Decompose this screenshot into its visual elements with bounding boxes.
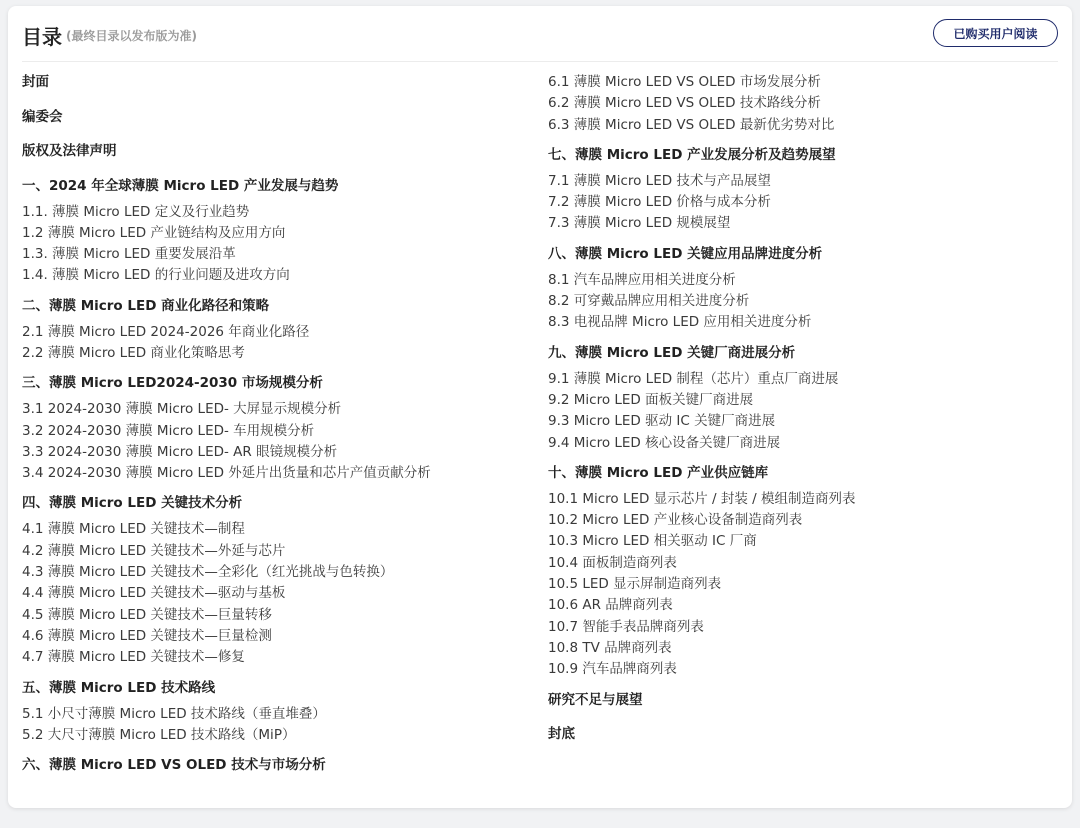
toc-subtitle: (最终目录以发布版为准) (66, 29, 197, 43)
toc-item[interactable]: 3.4 2024-2030 薄膜 Micro LED 外延片出货量和芯片产值贡献分析 (22, 465, 431, 482)
toc-item[interactable]: 10.9 汽车品牌商列表 (548, 661, 677, 678)
toc-section-title[interactable]: 十、薄膜 Micro LED 产业供应链库 (548, 464, 769, 481)
toc-item[interactable]: 4.7 薄膜 Micro LED 关键技术—修复 (22, 649, 245, 666)
toc-item[interactable]: 3.2 2024-2030 薄膜 Micro LED- 车用规模分析 (22, 422, 315, 439)
purchased-read-button[interactable]: 已购买用户阅读 (933, 19, 1058, 47)
toc-item[interactable]: 6.3 薄膜 Micro LED VS OLED 最新优劣势对比 (548, 116, 835, 133)
toc-left-column (22, 72, 522, 775)
toc-item[interactable]: 10.8 TV 品牌商列表 (548, 639, 672, 656)
toc-card (8, 6, 1072, 808)
toc-section-title[interactable]: 版权及法律声明 (22, 143, 117, 159)
toc-item[interactable]: 10.4 面板制造商列表 (548, 554, 677, 571)
toc-section-title[interactable]: 八、薄膜 Micro LED 关键应用品牌进度分析 (548, 245, 823, 262)
toc-item[interactable]: 6.2 薄膜 Micro LED VS OLED 技术路线分析 (548, 95, 821, 112)
toc-section-title[interactable]: 编委会 (22, 108, 63, 125)
toc-item[interactable]: 9.3 Micro LED 驱动 IC 关键厂商进展 (548, 413, 776, 430)
toc-section-title[interactable]: 一、2024 年全球薄膜 Micro LED 产业发展与趋势 (22, 177, 339, 194)
toc-item[interactable]: 4.3 薄膜 Micro LED 关键技术—全彩化（红光挑战与色转换） (22, 564, 394, 581)
toc-item[interactable]: 10.3 Micro LED 相关驱动 IC 厂商 (548, 533, 757, 550)
toc-item[interactable]: 2.1 薄膜 Micro LED 2024-2026 年商业化路径 (22, 323, 310, 340)
toc-item[interactable]: 10.2 Micro LED 产业核心设备制造商列表 (548, 512, 803, 529)
toc-section-title[interactable]: 六、薄膜 Micro LED VS OLED 技术与市场分析 (22, 757, 326, 774)
toc-item[interactable]: 7.2 薄膜 Micro LED 价格与成本分析 (548, 194, 771, 211)
toc-item[interactable]: 10.1 Micro LED 显示芯片 / 封装 / 模组制造商列表 (548, 490, 856, 507)
toc-item[interactable]: 5.2 大尺寸薄膜 Micro LED 技术路线（MiP） (22, 726, 296, 743)
toc-item[interactable]: 4.2 薄膜 Micro LED 关键技术—外延与芯片 (22, 542, 286, 559)
toc-item[interactable]: 7.3 薄膜 Micro LED 规模展望 (548, 215, 731, 232)
toc-item[interactable]: 9.1 薄膜 Micro LED 制程（芯片）重点厂商进展 (548, 370, 839, 387)
toc-section-title[interactable]: 研究不足与展望 (548, 691, 643, 708)
toc-section-title[interactable]: 二、薄膜 Micro LED 商业化路径和策略 (22, 297, 270, 314)
toc-item[interactable]: 1.3. 薄膜 Micro LED 重要发展沿革 (22, 246, 236, 263)
toc-section-title[interactable]: 三、薄膜 Micro LED2024-2030 市场规模分析 (22, 375, 323, 392)
toc-item[interactable]: 7.1 薄膜 Micro LED 技术与产品展望 (548, 172, 771, 189)
toc-item[interactable]: 1.4. 薄膜 Micro LED 的行业问题及进攻方向 (22, 267, 290, 284)
toc-item[interactable]: 10.5 LED 显示屏制造商列表 (548, 576, 722, 593)
toc-item[interactable]: 4.1 薄膜 Micro LED 关键技术—制程 (22, 521, 245, 538)
toc-item[interactable]: 8.3 电视品牌 Micro LED 应用相关进度分析 (548, 314, 812, 331)
toc-item[interactable]: 8.2 可穿戴品牌应用相关进度分析 (548, 293, 750, 310)
toc-header (22, 20, 1058, 62)
toc-item[interactable]: 9.2 Micro LED 面板关键厂商进展 (548, 391, 754, 408)
toc-item[interactable]: 8.1 汽车品牌应用相关进度分析 (548, 271, 736, 288)
toc-section-title[interactable]: 封底 (548, 726, 575, 743)
toc-item[interactable]: 2.2 薄膜 Micro LED 商业化策略思考 (22, 344, 245, 361)
toc-item[interactable]: 9.4 Micro LED 核心设备关键厂商进展 (548, 434, 781, 451)
toc-item[interactable]: 5.1 小尺寸薄膜 Micro LED 技术路线（垂直堆叠） (22, 705, 326, 722)
toc-item[interactable]: 4.4 薄膜 Micro LED 关键技术—驱动与基板 (22, 585, 286, 602)
toc-item[interactable]: 3.3 2024-2030 薄膜 Micro LED- AR 眼镜规模分析 (22, 443, 338, 460)
toc-right-column (548, 72, 1058, 744)
toc-item[interactable]: 6.1 薄膜 Micro LED VS OLED 市场发展分析 (548, 74, 821, 90)
toc-item[interactable]: 4.6 薄膜 Micro LED 关键技术—巨量检测 (22, 627, 272, 644)
toc-section-title[interactable]: 封面 (22, 74, 49, 90)
toc-section-title[interactable]: 九、薄膜 Micro LED 关键厂商进展分析 (548, 344, 796, 361)
toc-section-title[interactable]: 七、薄膜 Micro LED 产业发展分析及趋势展望 (548, 146, 836, 163)
toc-item[interactable]: 10.7 智能手表品牌商列表 (548, 618, 704, 635)
toc-item[interactable]: 1.2 薄膜 Micro LED 产业链结构及应用方向 (22, 224, 286, 241)
toc-section-title[interactable]: 四、薄膜 Micro LED 关键技术分析 (22, 495, 243, 512)
toc-title: 目录 (22, 25, 62, 49)
toc-item[interactable]: 3.1 2024-2030 薄膜 Micro LED- 大屏显示规模分析 (22, 401, 342, 418)
toc-item[interactable]: 4.5 薄膜 Micro LED 关键技术—巨量转移 (22, 606, 272, 623)
toc-item[interactable]: 1.1. 薄膜 Micro LED 定义及行业趋势 (22, 203, 250, 220)
toc-section-title[interactable]: 五、薄膜 Micro LED 技术路线 (22, 679, 216, 696)
toc-item[interactable]: 10.6 AR 品牌商列表 (548, 597, 673, 614)
